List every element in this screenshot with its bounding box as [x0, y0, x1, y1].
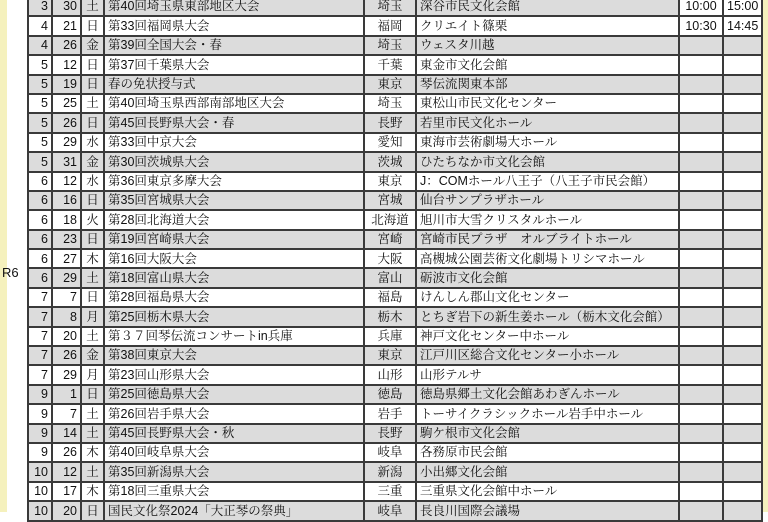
- cell-prefecture: 長野: [364, 113, 416, 132]
- cell-venue: 江戸川区総合文化センター小ホール: [416, 346, 679, 365]
- cell-weekday: 木: [81, 443, 104, 462]
- cell-event-name: 第39回全国大会・春: [104, 36, 364, 55]
- table-row: [28, 191, 762, 210]
- cell-day: 26: [52, 346, 81, 365]
- cell-event-name: 第16回大阪大会: [104, 249, 364, 268]
- cell-venue: 東海市芸術劇場大ホール: [416, 133, 679, 152]
- cell-venue: 砺波市文化会館: [416, 268, 679, 287]
- cell-weekday: 日: [81, 501, 104, 520]
- cell-event-name: 第28回北海道大会: [104, 210, 364, 229]
- cell-end-time: [723, 346, 762, 365]
- table-row: [28, 268, 762, 287]
- cell-day: 26: [52, 113, 81, 132]
- table-row: [28, 152, 762, 171]
- cell-weekday: 木: [81, 482, 104, 501]
- table-row: [28, 501, 762, 520]
- cell-month: 10: [28, 482, 52, 501]
- table-row: [28, 210, 762, 229]
- cell-day: 30: [52, 0, 81, 16]
- cell-venue: 宮崎市民プラザ オルブライトホール: [416, 230, 679, 249]
- cell-start-time: [679, 249, 723, 268]
- cell-prefecture: 埼玉: [364, 94, 416, 113]
- cell-venue: 神戸文化センター中ホール: [416, 327, 679, 346]
- cell-day: 12: [52, 172, 81, 191]
- cell-event-name: 第36回東京多摩大会: [104, 172, 364, 191]
- cell-day: 29: [52, 268, 81, 287]
- cell-start-time: [679, 36, 723, 55]
- cell-event-name: 第28回福島県大会: [104, 288, 364, 307]
- cell-day: 25: [52, 94, 81, 113]
- cell-end-time: [723, 462, 762, 481]
- table-row: [28, 249, 762, 268]
- cell-month: 4: [28, 16, 52, 35]
- cell-start-time: [679, 462, 723, 481]
- cell-month: 7: [28, 327, 52, 346]
- cell-venue: ウェスタ川越: [416, 36, 679, 55]
- table-row: [28, 365, 762, 384]
- cell-prefecture: 徳島: [364, 385, 416, 404]
- cell-start-time: [679, 172, 723, 191]
- cell-day: 31: [52, 152, 81, 171]
- cell-venue: とちぎ岩下の新生姜ホール（栃木文化会館）: [416, 307, 679, 326]
- cell-start-time: [679, 288, 723, 307]
- cell-end-time: [723, 75, 762, 94]
- cell-day: 8: [52, 307, 81, 326]
- cell-end-time: [723, 94, 762, 113]
- cell-weekday: 金: [81, 346, 104, 365]
- cell-day: 12: [52, 55, 81, 74]
- cell-weekday: 土: [81, 462, 104, 481]
- cell-event-name: 第19回宮崎県大会: [104, 230, 364, 249]
- table-row: [28, 16, 762, 35]
- cell-start-time: [679, 55, 723, 74]
- cell-day: 29: [52, 365, 81, 384]
- table-row: [28, 113, 762, 132]
- cell-month: 7: [28, 288, 52, 307]
- cell-month: 9: [28, 424, 52, 443]
- cell-month: 5: [28, 152, 52, 171]
- cell-prefecture: 北海道: [364, 210, 416, 229]
- cell-start-time: [679, 133, 723, 152]
- cell-start-time: [679, 327, 723, 346]
- cell-end-time: [723, 55, 762, 74]
- cell-venue: 琴伝流関東本部: [416, 75, 679, 94]
- cell-event-name: 第35回新潟県大会: [104, 462, 364, 481]
- cell-month: 7: [28, 365, 52, 384]
- cell-end-time: [723, 385, 762, 404]
- cell-prefecture: 新潟: [364, 462, 416, 481]
- cell-start-time: [679, 191, 723, 210]
- cell-event-name: 第45回長野県大会・春: [104, 113, 364, 132]
- table-row: [28, 307, 762, 326]
- cell-start-time: [679, 307, 723, 326]
- cell-start-time: [679, 365, 723, 384]
- cell-venue: J：COMホール八王子（八王子市民会館）: [416, 172, 679, 191]
- cell-end-time: [723, 133, 762, 152]
- table-row: [28, 385, 762, 404]
- cell-venue: 三重県文化会館中ホール: [416, 482, 679, 501]
- cell-prefecture: 大阪: [364, 249, 416, 268]
- cell-month: 6: [28, 191, 52, 210]
- table-row: [28, 462, 762, 481]
- cell-weekday: 土: [81, 424, 104, 443]
- cell-end-time: [723, 424, 762, 443]
- cell-prefecture: 岐阜: [364, 501, 416, 520]
- era-label: R6: [2, 265, 19, 280]
- cell-weekday: 日: [81, 385, 104, 404]
- cell-month: 5: [28, 94, 52, 113]
- cell-event-name: 春の免状授与式: [104, 75, 364, 94]
- table-row: [28, 75, 762, 94]
- cell-weekday: 月: [81, 307, 104, 326]
- cell-day: 26: [52, 36, 81, 55]
- cell-prefecture: 長野: [364, 424, 416, 443]
- cell-day: 12: [52, 462, 81, 481]
- cell-venue: 旭川市大雪クリスタルホール: [416, 210, 679, 229]
- cell-event-name: 第18回富山県大会: [104, 268, 364, 287]
- cell-venue: クリエイト篠栗: [416, 16, 679, 35]
- cell-weekday: 水: [81, 133, 104, 152]
- cell-venue: 山形テルサ: [416, 365, 679, 384]
- cell-venue: 東松山市民文化センター: [416, 94, 679, 113]
- cell-day: 16: [52, 191, 81, 210]
- cell-month: 6: [28, 210, 52, 229]
- cell-prefecture: 埼玉: [364, 36, 416, 55]
- cell-venue: ひたちなか市文化会館: [416, 152, 679, 171]
- cell-event-name: 第35回宮城県大会: [104, 191, 364, 210]
- table-row: [28, 404, 762, 423]
- cell-end-time: [723, 230, 762, 249]
- cell-prefecture: 東京: [364, 346, 416, 365]
- cell-day: 7: [52, 404, 81, 423]
- cell-prefecture: 東京: [364, 75, 416, 94]
- table-row: [28, 482, 762, 501]
- cell-event-name: 国民文化祭2024「大正琴の祭典」: [104, 501, 364, 520]
- cell-day: 14: [52, 424, 81, 443]
- schedule-body: [28, 0, 762, 521]
- cell-start-time: [679, 210, 723, 229]
- cell-venue: 小出郷文化会館: [416, 462, 679, 481]
- cell-start-time: [679, 482, 723, 501]
- cell-day: 27: [52, 249, 81, 268]
- cell-event-name: 第３７回琴伝流コンサートin兵庫: [104, 327, 364, 346]
- cell-event-name: 第33回福岡県大会: [104, 16, 364, 35]
- cell-end-time: [723, 307, 762, 326]
- cell-prefecture: 千葉: [364, 55, 416, 74]
- cell-venue: 徳島県郷土文化会館あわぎんホール: [416, 385, 679, 404]
- cell-day: 20: [52, 501, 81, 520]
- cell-weekday: 土: [81, 0, 104, 16]
- table-row: [28, 0, 762, 16]
- cell-prefecture: 福岡: [364, 16, 416, 35]
- cell-venue: 深谷市民文化会館: [416, 0, 679, 16]
- cell-weekday: 日: [81, 75, 104, 94]
- event-schedule-table: [27, 0, 763, 522]
- cell-end-time: [723, 268, 762, 287]
- cell-month: 10: [28, 501, 52, 520]
- cell-prefecture: 愛知: [364, 133, 416, 152]
- cell-start-time: [679, 268, 723, 287]
- cell-month: 6: [28, 172, 52, 191]
- cell-start-time: [679, 152, 723, 171]
- cell-end-time: [723, 191, 762, 210]
- cell-month: 7: [28, 346, 52, 365]
- cell-end-time: [723, 365, 762, 384]
- cell-prefecture: 福島: [364, 288, 416, 307]
- cell-start-time: 10:00: [679, 0, 723, 16]
- cell-month: 5: [28, 75, 52, 94]
- cell-end-time: [723, 288, 762, 307]
- cell-weekday: 金: [81, 152, 104, 171]
- cell-end-time: [723, 482, 762, 501]
- table-row: [28, 424, 762, 443]
- cell-month: 10: [28, 462, 52, 481]
- cell-venue: 各務原市民会館: [416, 443, 679, 462]
- cell-event-name: 第40回埼玉県西部南部地区大会: [104, 94, 364, 113]
- cell-venue: トーサイクラシックホール岩手中ホール: [416, 404, 679, 423]
- cell-event-name: 第25回栃木県大会: [104, 307, 364, 326]
- cell-prefecture: 栃木: [364, 307, 416, 326]
- cell-venue: 若里市民文化ホール: [416, 113, 679, 132]
- cell-end-time: [723, 152, 762, 171]
- table-row: [28, 172, 762, 191]
- cell-month: 6: [28, 249, 52, 268]
- cell-day: 26: [52, 443, 81, 462]
- cell-month: 9: [28, 443, 52, 462]
- cell-venue: 長良川国際会議場: [416, 501, 679, 520]
- cell-weekday: 日: [81, 16, 104, 35]
- table-row: [28, 443, 762, 462]
- cell-start-time: [679, 501, 723, 520]
- cell-prefecture: 東京: [364, 172, 416, 191]
- cell-event-name: 第26回岩手県大会: [104, 404, 364, 423]
- cell-event-name: 第45回長野県大会・秋: [104, 424, 364, 443]
- cell-venue: 駒ケ根市文化会館: [416, 424, 679, 443]
- cell-prefecture: 埼玉: [364, 0, 416, 16]
- cell-weekday: 日: [81, 191, 104, 210]
- cell-weekday: 日: [81, 55, 104, 74]
- table-row: [28, 230, 762, 249]
- cell-weekday: 金: [81, 36, 104, 55]
- cell-weekday: 木: [81, 249, 104, 268]
- cell-end-time: [723, 327, 762, 346]
- cell-event-name: 第37回千葉県大会: [104, 55, 364, 74]
- table-row: [28, 94, 762, 113]
- cell-event-name: 第40回埼玉県東部地区大会: [104, 0, 364, 16]
- cell-start-time: 10:30: [679, 16, 723, 35]
- cell-prefecture: 富山: [364, 268, 416, 287]
- cell-start-time: [679, 113, 723, 132]
- cell-event-name: 第23回山形県大会: [104, 365, 364, 384]
- cell-month: 5: [28, 133, 52, 152]
- cell-prefecture: 宮城: [364, 191, 416, 210]
- cell-month: 3: [28, 0, 52, 16]
- cell-prefecture: 兵庫: [364, 327, 416, 346]
- cell-month: 4: [28, 36, 52, 55]
- cell-event-name: 第38回東京大会: [104, 346, 364, 365]
- cell-day: 17: [52, 482, 81, 501]
- cell-weekday: 日: [81, 288, 104, 307]
- cell-weekday: 土: [81, 94, 104, 113]
- cell-start-time: [679, 94, 723, 113]
- cell-end-time: [723, 443, 762, 462]
- cell-month: 9: [28, 385, 52, 404]
- cell-end-time: [723, 172, 762, 191]
- cell-end-time: [723, 36, 762, 55]
- cell-day: 18: [52, 210, 81, 229]
- cell-event-name: 第25回徳島県大会: [104, 385, 364, 404]
- page-edge-left-strip: [0, 0, 7, 512]
- cell-day: 1: [52, 385, 81, 404]
- cell-event-name: 第30回茨城県大会: [104, 152, 364, 171]
- cell-event-name: 第40回岐阜県大会: [104, 443, 364, 462]
- cell-prefecture: 宮崎: [364, 230, 416, 249]
- cell-day: 7: [52, 288, 81, 307]
- cell-weekday: 土: [81, 327, 104, 346]
- cell-day: 20: [52, 327, 81, 346]
- cell-event-name: 第18回三重県大会: [104, 482, 364, 501]
- cell-month: 7: [28, 307, 52, 326]
- cell-venue: 高槻城公園芸術文化劇場トリシマホール: [416, 249, 679, 268]
- cell-start-time: [679, 75, 723, 94]
- cell-end-time: 15:00: [723, 0, 762, 16]
- cell-weekday: 土: [81, 404, 104, 423]
- cell-prefecture: 岩手: [364, 404, 416, 423]
- cell-end-time: 14:45: [723, 16, 762, 35]
- cell-day: 21: [52, 16, 81, 35]
- cell-end-time: [723, 501, 762, 520]
- cell-weekday: 土: [81, 268, 104, 287]
- cell-start-time: [679, 424, 723, 443]
- table-row: [28, 346, 762, 365]
- table-row: [28, 55, 762, 74]
- cell-end-time: [723, 113, 762, 132]
- cell-end-time: [723, 210, 762, 229]
- cell-venue: けんしん郡山文化センター: [416, 288, 679, 307]
- cell-prefecture: 岐阜: [364, 443, 416, 462]
- cell-month: 9: [28, 404, 52, 423]
- cell-prefecture: 山形: [364, 365, 416, 384]
- cell-start-time: [679, 385, 723, 404]
- cell-month: 5: [28, 113, 52, 132]
- cell-weekday: 日: [81, 113, 104, 132]
- cell-venue: 仙台サンプラザホール: [416, 191, 679, 210]
- cell-weekday: 火: [81, 210, 104, 229]
- cell-prefecture: 茨城: [364, 152, 416, 171]
- cell-start-time: [679, 346, 723, 365]
- table-row: [28, 288, 762, 307]
- cell-end-time: [723, 249, 762, 268]
- table-row: [28, 133, 762, 152]
- cell-venue: 東金市文化会館: [416, 55, 679, 74]
- cell-start-time: [679, 443, 723, 462]
- cell-prefecture: 三重: [364, 482, 416, 501]
- cell-weekday: 月: [81, 365, 104, 384]
- cell-day: 23: [52, 230, 81, 249]
- table-row: [28, 327, 762, 346]
- cell-day: 29: [52, 133, 81, 152]
- cell-month: 5: [28, 55, 52, 74]
- cell-end-time: [723, 404, 762, 423]
- cell-month: 6: [28, 230, 52, 249]
- cell-start-time: [679, 404, 723, 423]
- cell-day: 19: [52, 75, 81, 94]
- cell-weekday: 水: [81, 172, 104, 191]
- cell-start-time: [679, 230, 723, 249]
- cell-weekday: 日: [81, 230, 104, 249]
- cell-event-name: 第33回中京大会: [104, 133, 364, 152]
- cell-month: 6: [28, 268, 52, 287]
- table-row: [28, 36, 762, 55]
